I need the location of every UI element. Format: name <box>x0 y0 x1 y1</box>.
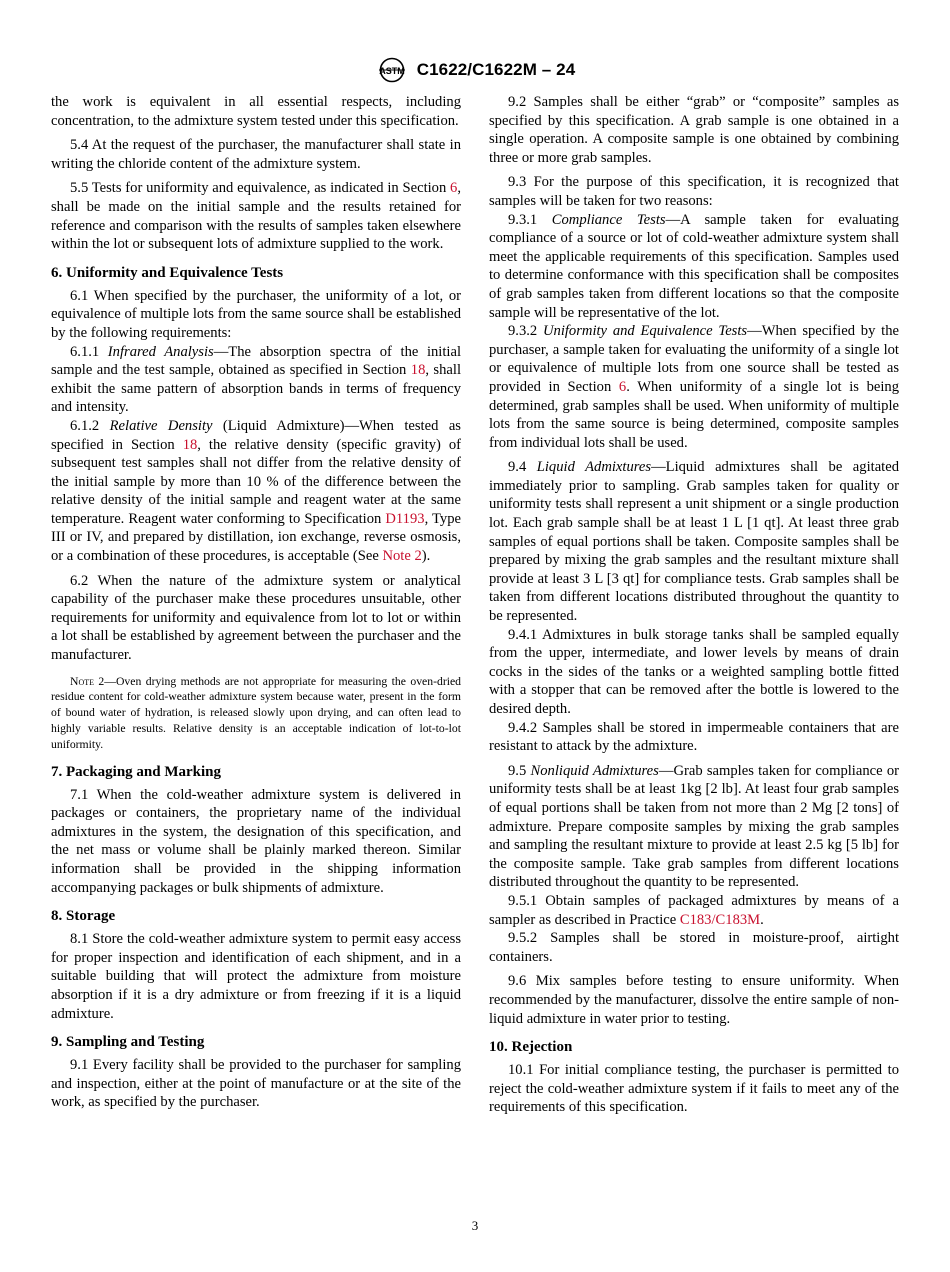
document-designation: C1622/C1622M – 24 <box>416 60 576 79</box>
page-number: 3 <box>471 1218 479 1233</box>
d1193-link[interactable]: D1193 <box>385 510 425 527</box>
heading-section-7: 7. Packaging and Marking <box>51 763 222 780</box>
svg-text:ASTM: ASTM <box>378 66 405 76</box>
paragraph-6-1-1: 6.1.1 Infrared Analysis—The absorption spectra of the initial sample and the test sample, obtained as specified in Section 18, shall exhibit the same pattern of absorption bands in terms of frequency and intensity. <box>51 343 461 416</box>
heading-section-8: 8. Storage <box>51 908 116 925</box>
paragraph-5-4: 5.4 At the request of the purchaser, the manufacturer shall state in writing the chloride content of the admixture system. <box>51 137 461 172</box>
note-2-link[interactable]: Note 2 <box>382 548 422 565</box>
paragraph-10-1: 10.1 For initial compliance testing, the purchaser is permitted to reject the cold-weather admixture system if it fails to meet any of the requirements of this specification. <box>489 1062 899 1116</box>
note-2: Note 2—Oven drying methods are not appropriate for measuring the oven-dried residue content for cold-weather admixture system because water, present in the form of bound water of hydration, is released slowly upon drying, and can often lead to highly variable results. Relative density is an acceptable indication of lot-to-lot uniformity. <box>51 674 461 751</box>
paragraph-9-2: 9.2 Samples shall be either “grab” or “composite” samples as specified by this specification. A grab sample is one obtained in a single operation. A composite sample is one obtained by combining three or more grab samples. <box>489 94 899 166</box>
paragraph-8-1: 8.1 Store the cold-weather admixture system to permit easy access for proper inspection and identification of each shipment, and in a suitable building that will protect the admixture from moisture absorption if it is a dry admixture or from freezing if it is a liquid admixture. <box>51 931 461 1022</box>
right-column <box>489 93 899 1117</box>
paragraph-9-5: 9.5 Nonliquid Admixtures—Grab samples taken for compliance or uniformity tests shall be at least 1kg [2 lb]. At least four grab samples of equal portions shall be taken from not more than 2 Mg [2 tons] of admixture. Prepare composite samples by mixing the grab samples and sampling the resultant mixture to provide at least 2.5 kg [5 lb] for the composite sample. Take grab samples from different locations distributed throughout the quantity to be represented. <box>489 762 899 891</box>
heading-section-6: 6. Uniformity and Equivalence Tests <box>51 264 284 281</box>
paragraph-9-1: 9.1 Every facility shall be provided to the purchaser for sampling and inspection, either at the point of manufacture or at the site of the work, as specified by the purchaser. <box>51 1057 461 1111</box>
section-18-link[interactable]: 18 <box>410 362 426 379</box>
paragraph-7-1: 7.1 When the cold-weather admixture system is delivered in packages or containers, the proprietary name of the individual admixtures in the system, the designation of this specification, and the net mass or volume shall be plainly marked thereon. Similar information shall be provided in the shipping information accompanying packages or bulk shipments of admixture. <box>51 786 461 896</box>
paragraph-9-6: 9.6 Mix samples before testing to ensure uniformity. When recommended by the manufacturer, dissolve the entire sample of non-liquid admixture in water prior to testing. <box>489 973 899 1027</box>
paragraph-9-3: 9.3 For the purpose of this specification, it is recognized that samples will be taken for two reasons: <box>489 174 899 209</box>
paragraph-9-5-1: 9.5.1 Obtain samples of packaged admixtures by means of a sampler as described in Practice C183/C183M. <box>489 892 899 928</box>
page-header <box>0 56 950 84</box>
paragraph-9-3-2: 9.3.2 Uniformity and Equivalence Tests—When specified by the purchaser, a sample taken for evaluating the uniformity of a single lot or equivalence of multiple lots from one source shall be tested as provided in Section 6. When uniformity of a single lot is being determined, grab samples shall be used. When uniformity of multiple lots from the same source is being determined, composite samples from individual lots shall be used. <box>489 323 900 451</box>
section-18-link[interactable]: 18 <box>182 436 198 453</box>
paragraph-9-5-2: 9.5.2 Samples shall be stored in moisture-proof, airtight containers. <box>489 930 899 965</box>
c183-link[interactable]: C183/C183M <box>679 911 761 928</box>
heading-section-9: 9. Sampling and Testing <box>51 1034 205 1051</box>
left-column <box>51 93 461 1112</box>
paragraph-continuation: the work is equivalent in all essential respects, including concentration, to the admixture system tested under this specification. <box>51 94 461 129</box>
paragraph-9-4-2: 9.4.2 Samples shall be stored in impermeable containers that are resistant to attack by the admixture. <box>489 719 899 755</box>
section-6-link[interactable]: 6 <box>618 378 627 395</box>
paragraph-9-4: 9.4 Liquid Admixtures—Liquid admixtures shall be agitated immediately prior to sampling. Grab samples taken for quality or uniformity tests shall represent a unit shipment or a single production lot. Each grab sample shall be at least 1 L [1 qt]. At least three grab samples of equal portions shall be taken. Composite samples shall be prepared by mixing the grab samples and the resultant mixture shall provide at least 3 L [3 qt] for compliance tests. Grab samples shall be taken from different locations distributed throughout the quantity to be represented. <box>489 459 899 625</box>
paragraph-6-2: 6.2 When the nature of the admixture system or analytical capability of the purchaser make these procedures unsuitable, other requirements for uniformity and equivalence from lot to lot or within a lot shall be established by agreement between the purchaser and the manufacturer. <box>51 572 461 664</box>
paragraph-6-1-2: 6.1.2 Relative Density (Liquid Admixture)—When tested as specified in Section 18, the relative density (specific gravity) of subsequent test samples shall not differ from the relative density of the initial sample by more than 10 % of the difference between the relative density of the initial sample and reagent water at the same temperature. Reagent water conforming to Specification D1193, Type III or IV, and prepared by distillation, ion exchange, reverse osmosis, or a combination of these procedures, is acceptable (See Note 2). <box>51 417 462 565</box>
astm-logo-icon <box>375 57 409 83</box>
section-6-link[interactable]: 6 <box>450 180 458 197</box>
paragraph-9-4-1: 9.4.1 Admixtures in bulk storage tanks shall be sampled equally from the upper, intermediate, and lower levels by means of drain cocks in the sides of the tanks or a weighted sampling bottle fitted with a stopper that can be removed after the bottle is lowered to the desired depth. <box>489 626 899 717</box>
paragraph-6-1: 6.1 When specified by the purchaser, the uniformity of a lot, or equivalence of multiple lots from the same source shall be established by the following requirements: <box>51 287 461 341</box>
heading-section-10: 10. Rejection <box>489 1039 573 1056</box>
paragraph-9-3-1: 9.3.1 Compliance Tests—A sample taken for evaluating compliance of a source or lot of cold-weather admixture system shall meet the applicable requirements of this specification. Samples used to determine conformance with this specification shall be composites of grab samples taken from different locations so that the composite sample will be representative of the lot. <box>489 211 899 321</box>
paragraph-5-5: 5.5 Tests for uniformity and equivalence, as indicated in Section 6, shall be made on the initial sample and the results retained for reference and comparison with the results of samples taken elsewhere within the lot or subsequent lots of admixture supplied to the work. <box>51 180 461 253</box>
